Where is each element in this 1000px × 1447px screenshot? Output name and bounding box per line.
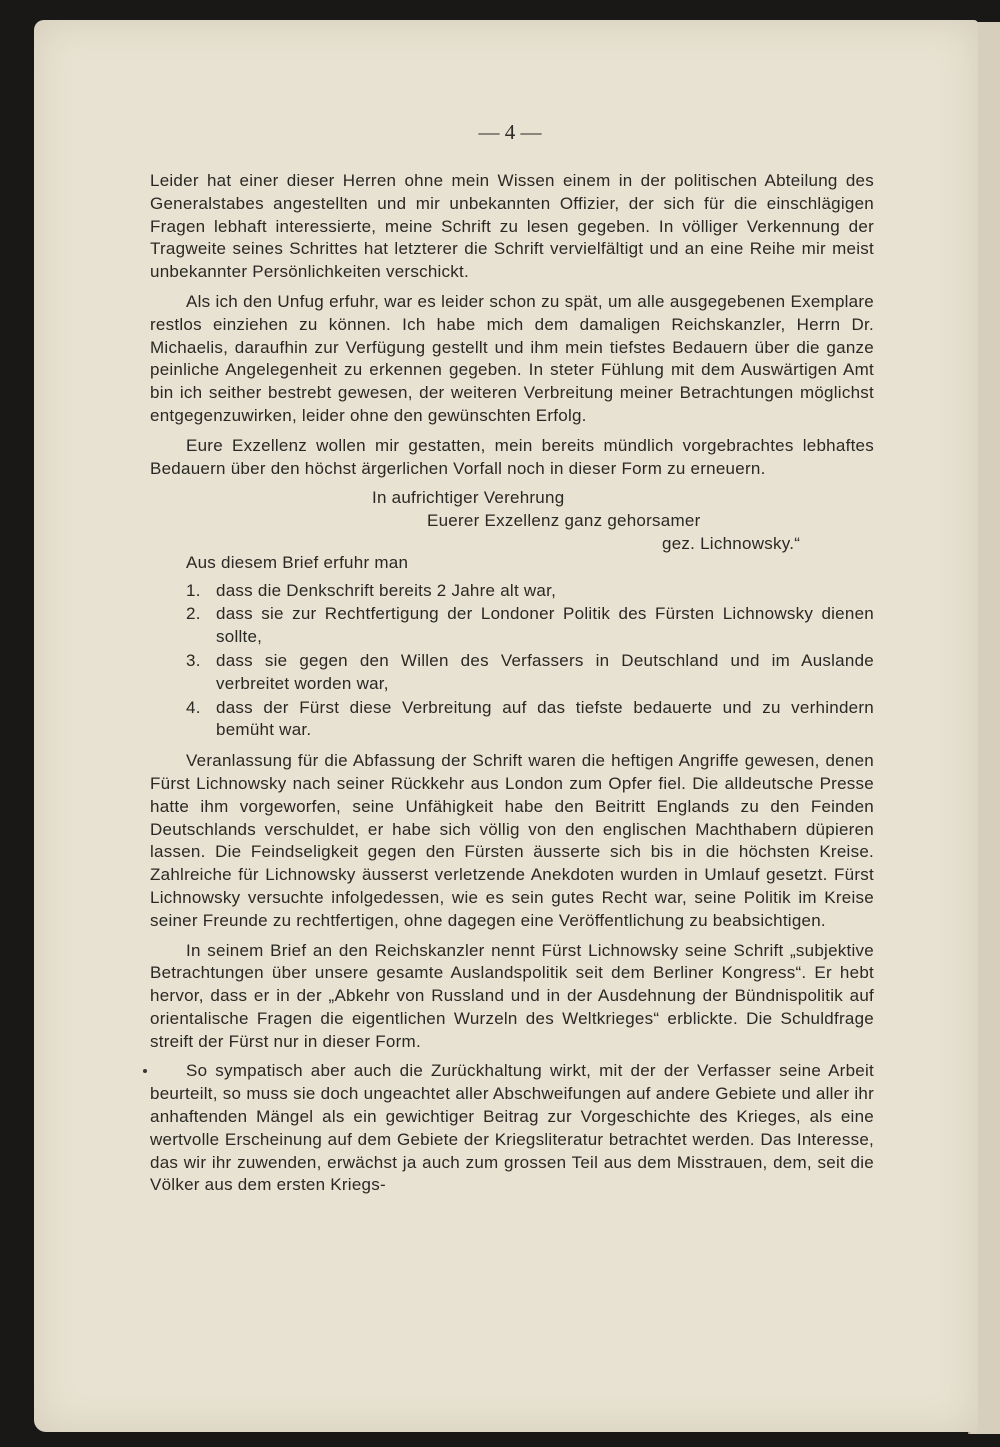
list-item-number: 1. [186, 580, 201, 600]
list-item-number: 3. [186, 650, 201, 670]
list-item [150, 697, 874, 743]
paragraph-1: Leider hat einer dieser Herren ohne mein Wissen einem in der politischen Abteilung des Generalstabes angestellten und mir unbekannten Offizier, der sich für die einschlägigen Fragen lebhaft interessierte, meine Schrift zu lesen gegeben. In völliger Verkennung der Tragweite seines Schrittes hat letzterer die Schrift vervielfältigt und an eine Reihe mir meist unbekannter Persönlichkeiten verschickt. [150, 171, 874, 282]
closing-line-1: In aufrichtiger Verehrung [372, 488, 565, 508]
list-item [150, 650, 874, 696]
paragraph-6: So sympatisch aber auch die Zurückhaltung wirkt, mit der der Verfasser seine Arbeit beurteilt, so muss sie doch ungeachtet aller Abschweifungen auf andere Gebiete und aller ihr anhaftenden Mängel als ein gewichtiger Beitrag zur Vorgeschichte des Krieges, als eine wertvolle Erscheinung auf dem Gebiete der Kriegsliteratur betrachtet werden. Das Interesse, das wir ihr zuwenden, erwächst ja auch zum grossen Teil aus dem Misstrauen, dem, seit die Völker aus dem ersten Kriegs- [150, 1061, 874, 1195]
list-item-number: 2. [186, 604, 201, 624]
list-item-text: dass die Denkschrift bereits 2 Jahre alt war, [216, 580, 557, 600]
paragraph-2: Als ich den Unfug erfuhr, war es leider schon zu spät, um alle ausgegebenen Exemplare restlos einziehen zu können. Ich habe mich dem damaligen Reichskanzler, Herrn Dr. Michaelis, daraufhin zur Verfügung gestellt und ihm mein tiefstes Bedauern über die ganze peinliche Angelegenheit zu erkennen gegeben. In steter Fühlung mit dem Auswärtigen Amt bin ich seither bestrebt gewesen, der weiteren Verbreitung meiner Betrachtungen möglichst entgegenzuwirken, leider ohne den gewünschten Erfolg. [150, 291, 874, 425]
closing-line-2: Euerer Exzellenz ganz gehorsamer [427, 511, 701, 531]
paragraph-3: Eure Exzellenz wollen mir gestatten, mein bereits mündlich vorgebrachtes lebhaftes Bedauern über den höchst ärgerlichen Vorfall noch in dieser Form zu erneuern. [150, 435, 874, 478]
page-number: — 4 — [478, 120, 542, 144]
list-item [150, 603, 874, 649]
paragraph-5: In seinem Brief an den Reichskanzler nennt Fürst Lichnowsky seine Schrift „subjektive Betrachtungen über unsere gesamte Auslandspolitik seit dem Berliner Kongress“. Er hebt hervor, dass er in der „Abkehr von Russland und in der Ausdehnung der Bündnispolitik auf orientalische Fragen die eigentlichen Wurzeln des Weltkrieges“ erblickte. Die Schuldfrage streift der Fürst nur in dieser Form. [150, 940, 874, 1051]
signature: gez. Lichnowsky.“ [662, 533, 801, 553]
list-item-text: dass sie zur Rechtfertigung der Londoner Politik des Fürsten Lichnowsky dienen sollte, [216, 604, 874, 647]
letter-closing [150, 487, 874, 555]
paragraph-4: Veranlassung für die Abfassung der Schrift waren die heftigen Angriffe gewesen, denen Fürst Lichnowsky nach seiner Rückkehr aus London zum Opfer fiel. Die alldeutsche Presse hatte ihm vorgeworfen, seine Unfähigkeit habe den Beitritt Englands zu den Feinden Deutschlands verschuldet, er habe sich völlig von den englischen Machthabern düpieren lassen. Die Feindseligkeit gegen den Fürsten äusserte sich bis in die höchsten Kreise. Zahlreiche für Lichnowsky äusserst verletzende Anekdoten wurden in Umlauf gesetzt. Fürst Lichnowsky versuchte infolgedessen, wie es sein gutes Recht war, seine Politik im Kreise seiner Freunde zu rechtfertigen, ohne dagegen eine Veröffentlichung zu beabsichtigen. [150, 751, 874, 930]
page-body [150, 170, 874, 1204]
list-item [150, 580, 874, 603]
list-intro: Aus diesem Brief erfuhr man [186, 552, 409, 572]
numbered-list [150, 580, 874, 743]
list-item-text: dass sie gegen den Willen des Verfassers in Deutschland und im Auslande verbreitet worden war, [216, 650, 874, 693]
list-item-text: dass der Fürst diese Verbreitung auf das tiefste bedauerte und zu verhindern bemüht war. [216, 697, 874, 740]
list-item-number: 4. [186, 697, 201, 717]
